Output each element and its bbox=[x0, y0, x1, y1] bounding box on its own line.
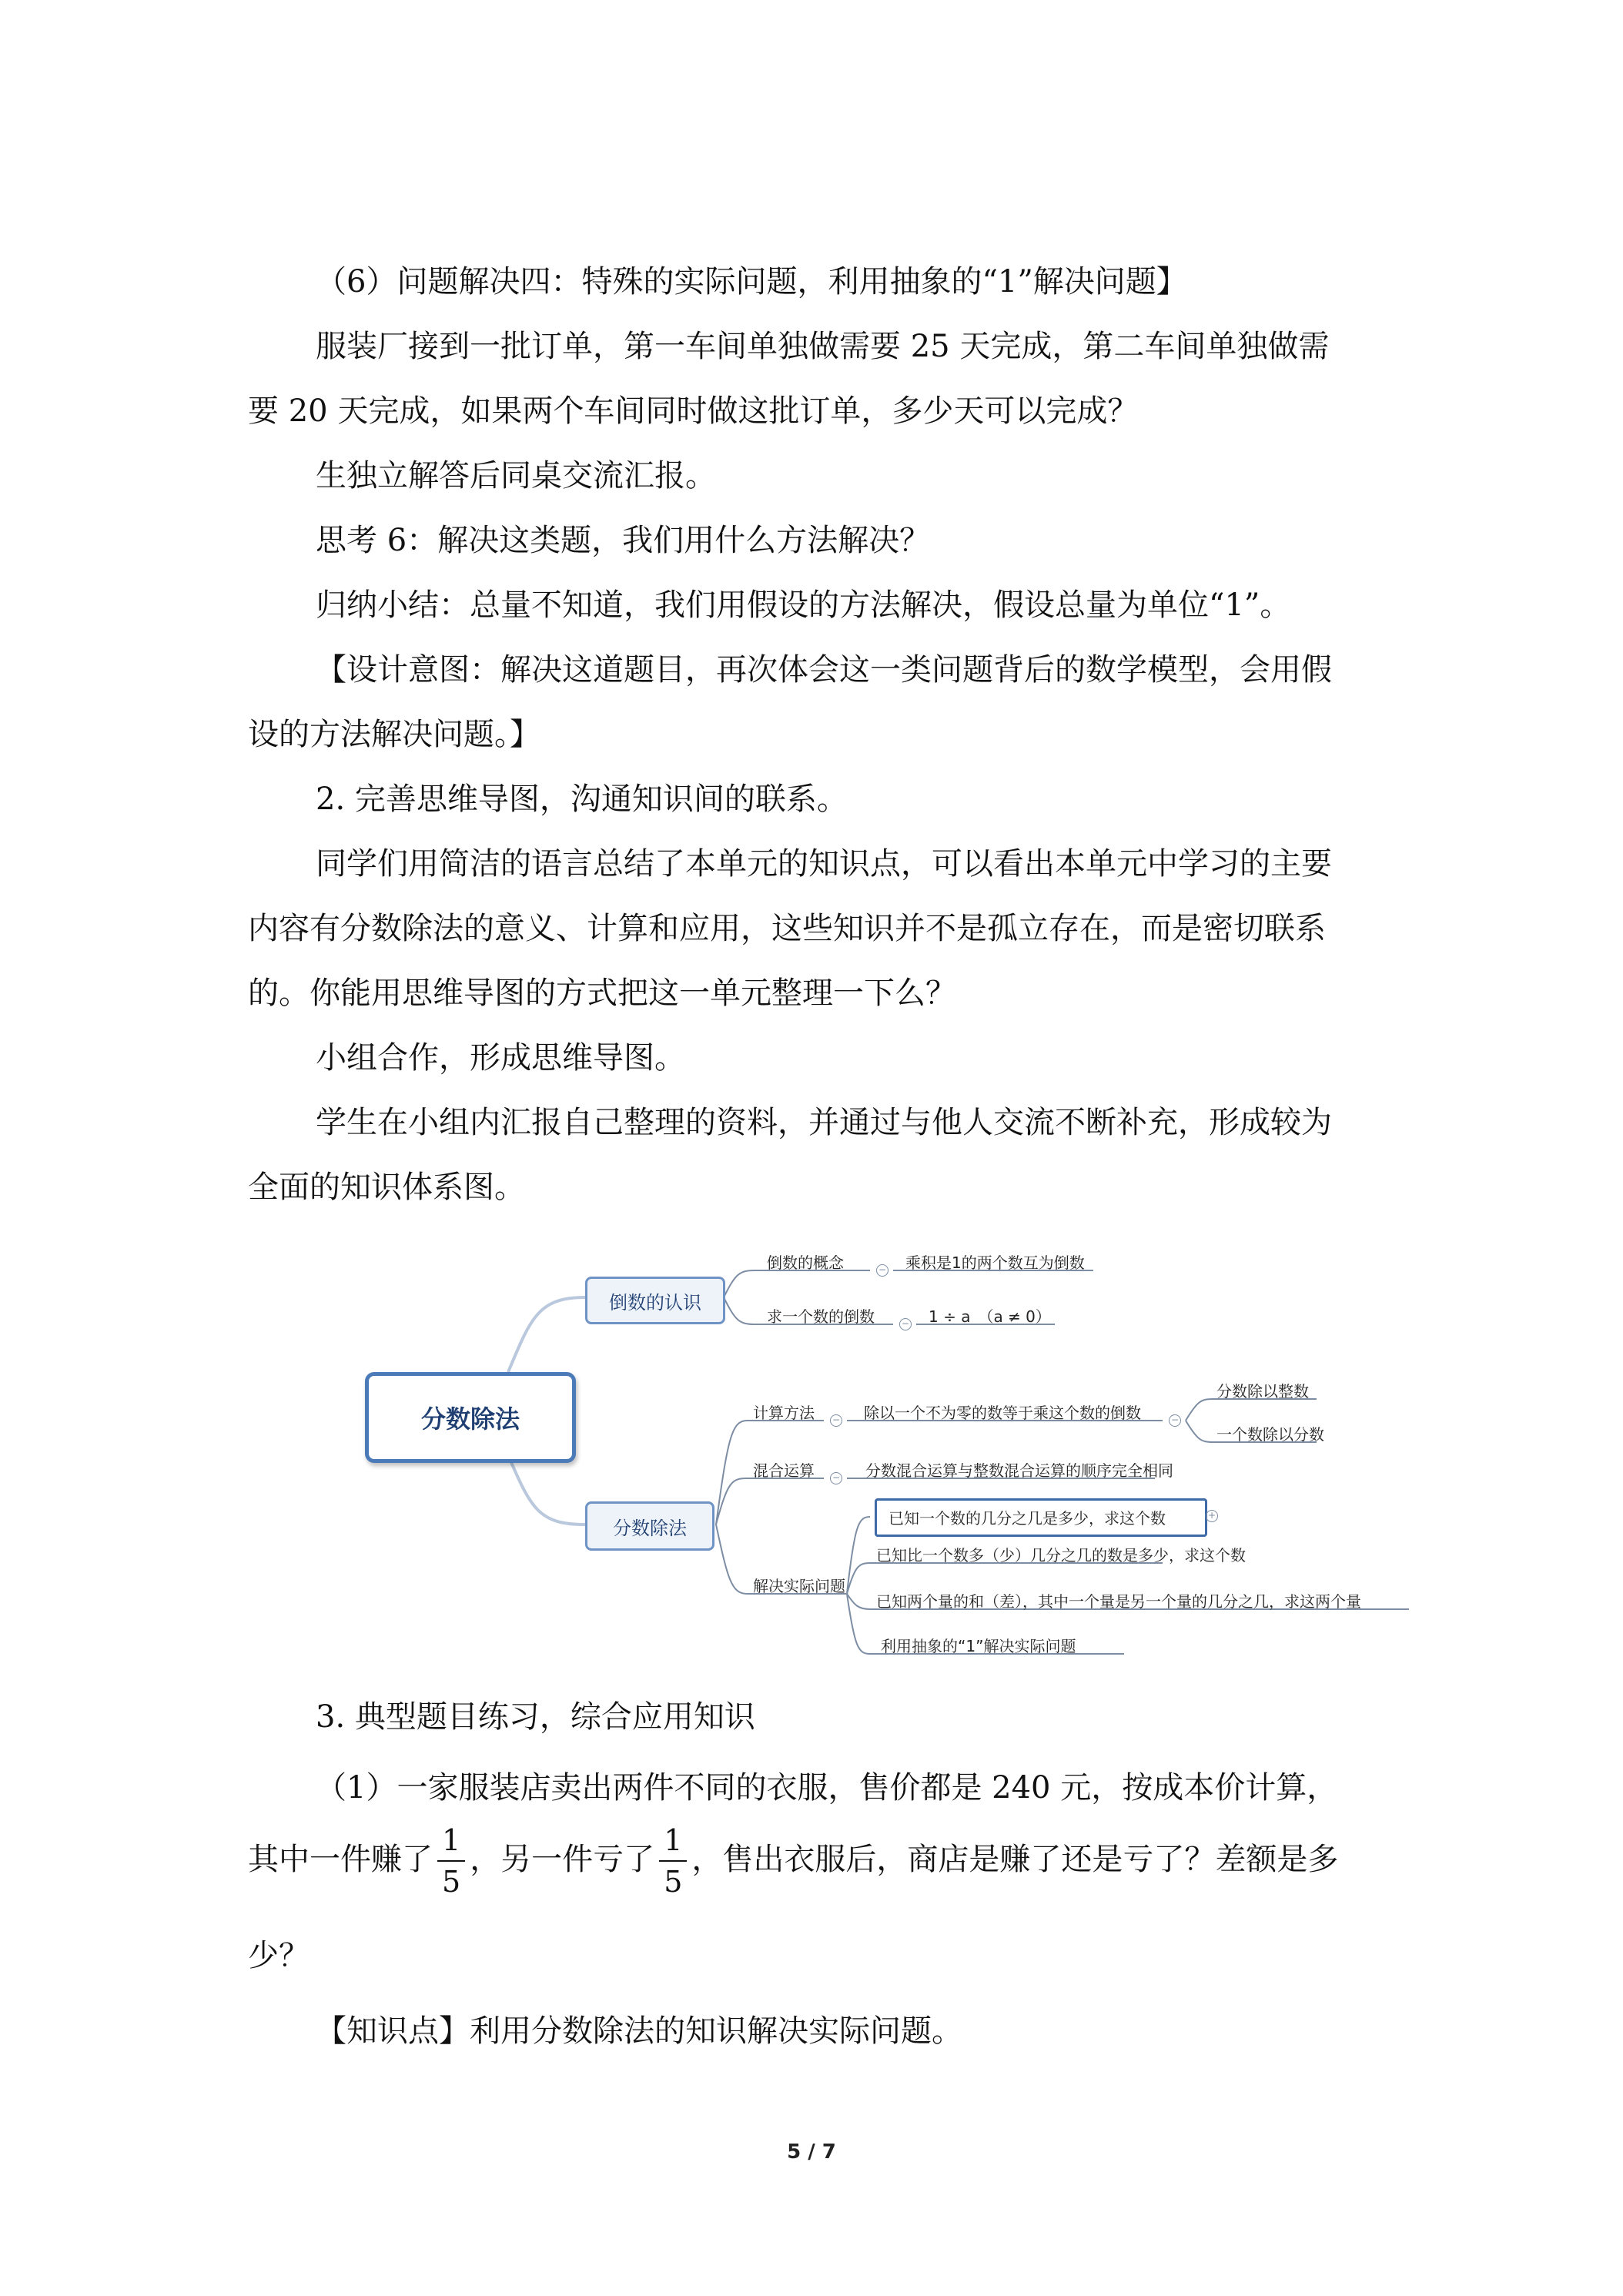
mind-map-solve-item-2: 已知比一个数多（少）几分之几的数是多少，求这个数 bbox=[876, 1546, 1246, 1565]
paragraph-problem-heading: （6）问题解决四：特殊的实际问题，利用抽象的“1”解决问题】 bbox=[316, 264, 1187, 300]
paragraph-group-work: 小组合作，形成思维导图。 bbox=[316, 1040, 685, 1076]
mind-map-sub-fraction-div-integer: 分数除以整数 bbox=[1216, 1382, 1309, 1401]
mind-map-sub-number-div-fraction: 一个数除以分数 bbox=[1216, 1425, 1324, 1444]
mind-map-detail-calc-method: 除以一个不为零的数等于乘这个数的倒数 bbox=[864, 1404, 1141, 1422]
question-1-part-b: ，另一件亏了 bbox=[470, 1841, 655, 1877]
paragraph-think-6: 思考 6：解决这类题，我们用什么方法解决？ bbox=[316, 523, 931, 558]
expand-icon: + bbox=[1206, 1510, 1218, 1522]
mind-map-item-mixed-ops: 混合运算 bbox=[753, 1461, 815, 1480]
paragraph-design-intent-cont: 设的方法解决问题。】 bbox=[248, 717, 540, 752]
mind-map-solve-item-1: 已知一个数的几分之几是多少，求这个数 bbox=[888, 1509, 1166, 1528]
fraction-numerator: 1 bbox=[659, 1825, 687, 1862]
paragraph-exchange: 生独立解答后同桌交流汇报。 bbox=[316, 458, 716, 494]
question-1-line-3: 少？ bbox=[248, 1938, 310, 1973]
paragraph-intro-cont: 内容有分数除法的意义、计算和应用，这些知识并不是孤立存在，而是密切联系 bbox=[248, 911, 1326, 946]
page-number: 5 / 7 bbox=[787, 2140, 836, 2164]
paragraph-intro-cont-2: 的。你能用思维导图的方式把这一单元整理一下么？ bbox=[248, 976, 956, 1011]
mind-map-detail-find-reciprocal: 1 ÷ a （a ≠ 0） bbox=[929, 1307, 1051, 1326]
mind-map-branch-reciprocal: 倒数的认识 bbox=[585, 1277, 725, 1324]
collapse-icon: − bbox=[830, 1472, 842, 1484]
mind-map-item-reciprocal-concept: 倒数的概念 bbox=[767, 1253, 844, 1272]
paragraph-section-2: 2. 完善思维导图，沟通知识间的联系。 bbox=[316, 782, 848, 817]
mind-map-item-solve-problems: 解决实际问题 bbox=[753, 1577, 845, 1595]
fraction-denominator: 5 bbox=[442, 1864, 461, 1899]
paragraph-intro: 同学们用简洁的语言总结了本单元的知识点，可以看出本单元中学习的主要 bbox=[316, 846, 1332, 882]
paragraph-design-intent: 【设计意图：解决这道题目，再次体会这一类问题背后的数学模型，会用假 bbox=[316, 652, 1332, 688]
collapse-icon: − bbox=[899, 1318, 912, 1330]
paragraph-problem-text-cont: 要 20 天完成，如果两个车间同时做这批订单，多少天可以完成？ bbox=[248, 393, 1139, 429]
mind-map-root: 分数除法 bbox=[365, 1372, 576, 1463]
question-1-line-1: （1）一家服装店卖出两件不同的衣服，售价都是 240 元，按成本价计算， bbox=[316, 1770, 1338, 1806]
mind-map-solve-item-4: 利用抽象的“1”解决实际问题 bbox=[881, 1637, 1076, 1655]
question-1-part-c: ，售出衣服后，商店是赚了还是亏了？差额是多 bbox=[691, 1841, 1339, 1877]
fraction-one-fifth bbox=[659, 1825, 687, 1899]
mind-map bbox=[354, 1247, 1417, 1671]
collapse-icon: − bbox=[1169, 1414, 1181, 1427]
mind-map-branch-division: 分数除法 bbox=[585, 1501, 714, 1551]
mind-map-item-find-reciprocal: 求一个数的倒数 bbox=[767, 1307, 875, 1326]
paragraph-report-cont: 全面的知识体系图。 bbox=[248, 1170, 525, 1205]
mind-map-detail-reciprocal-concept: 乘积是1的两个数互为倒数 bbox=[905, 1253, 1085, 1272]
section-3-heading: 3. 典型题目练习，综合应用知识 bbox=[316, 1699, 755, 1735]
mind-map-detail-mixed-ops: 分数混合运算与整数混合运算的顺序完全相同 bbox=[865, 1461, 1173, 1480]
knowledge-point: 【知识点】利用分数除法的知识解决实际问题。 bbox=[316, 2013, 962, 2049]
paragraph-summary: 归纳小结：总量不知道，我们用假设的方法解决，假设总量为单位“1”。 bbox=[316, 587, 1291, 623]
collapse-icon: − bbox=[876, 1264, 888, 1277]
fraction-numerator: 1 bbox=[437, 1825, 465, 1862]
paragraph-report: 学生在小组内汇报自己整理的资料，并通过与他人交流不断补充，形成较为 bbox=[316, 1105, 1332, 1140]
mind-map-item-calc-method: 计算方法 bbox=[753, 1404, 815, 1422]
fraction-one-fifth bbox=[437, 1825, 465, 1899]
collapse-icon: − bbox=[830, 1414, 842, 1427]
paragraph-problem-text: 服装厂接到一批订单，第一车间单独做需要 25 天完成，第二车间单独做需 bbox=[316, 329, 1330, 364]
fraction-denominator: 5 bbox=[664, 1864, 683, 1899]
mind-map-solve-item-3: 已知两个量的和（差），其中一个量是另一个量的几分之几，求这两个量 bbox=[876, 1592, 1361, 1611]
question-1-part-a: 其中一件赚了 bbox=[248, 1841, 433, 1877]
question-1-line-2 bbox=[248, 1825, 1338, 1899]
